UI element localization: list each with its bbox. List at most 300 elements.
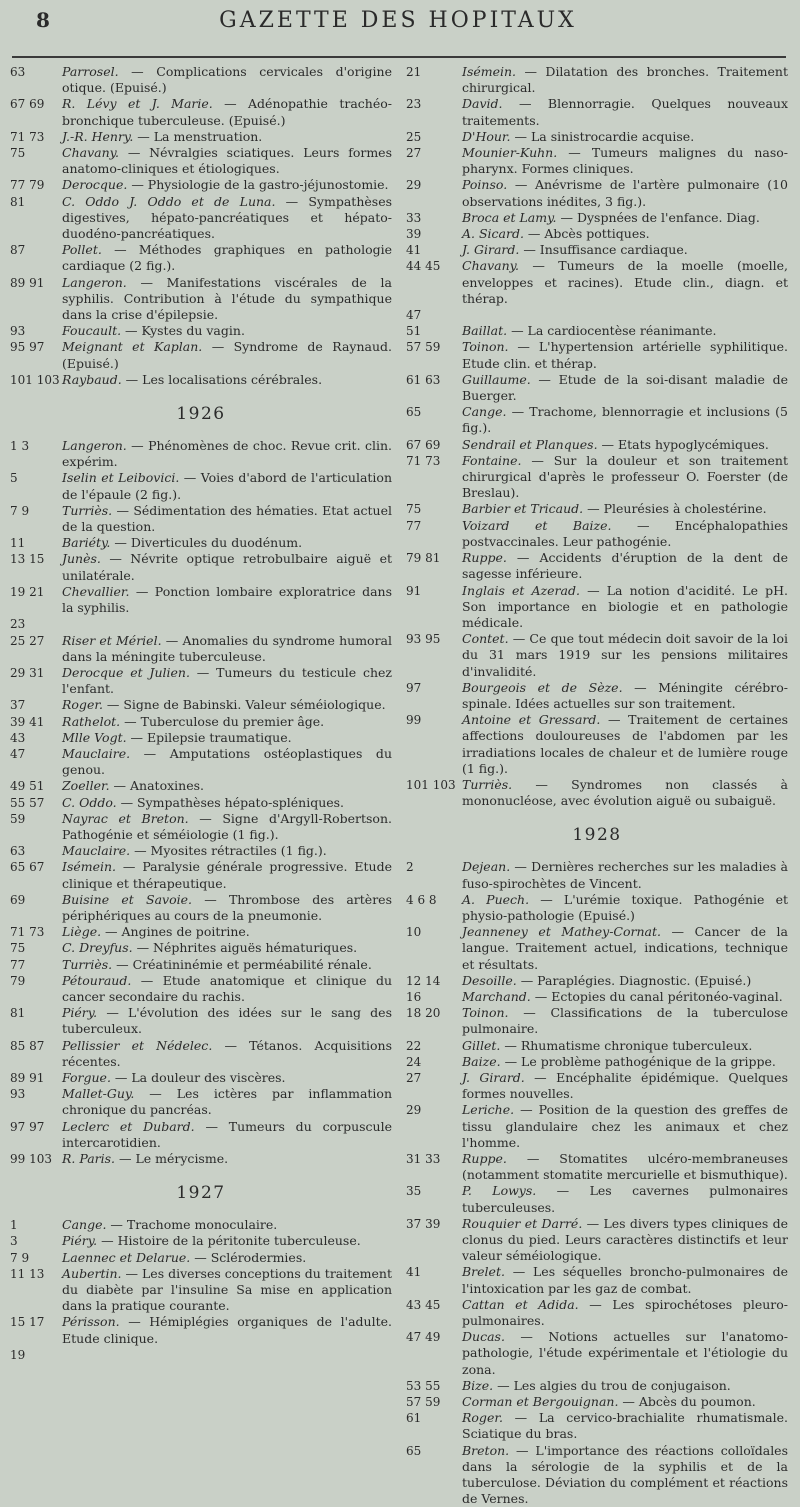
- author-name: Turriès.: [462, 776, 513, 792]
- page-ref: 99 103: [10, 1152, 52, 1166]
- page-ref: 93: [10, 324, 26, 339]
- list-item: [8, 973, 394, 1005]
- author-name: Cattan et Adida.: [462, 1296, 579, 1312]
- list-item: [404, 859, 790, 891]
- list-item: [8, 339, 394, 371]
- list-item: [8, 778, 394, 794]
- list-item: [8, 323, 394, 339]
- list-item: [404, 892, 790, 924]
- page-ref: 27: [406, 146, 422, 161]
- page-ref: 31 33: [406, 1152, 441, 1166]
- article-title: — Adénopathie trachéo-bronchique tuberculeuse. (Epuisé.): [62, 96, 392, 128]
- author-name: Pétouraud.: [62, 972, 132, 988]
- author-name: Langeron.: [62, 274, 127, 290]
- entry-text: [62, 1119, 394, 1151]
- entry-text: [62, 697, 394, 713]
- author-name: Leclerc et Dubard.: [62, 1118, 195, 1134]
- list-item: [8, 194, 394, 243]
- author-name: Guillaume.: [462, 371, 531, 387]
- article-title: — Sédimentation des hématies. Etat actuel de la question.: [62, 502, 392, 535]
- author-name: Pellissier et Nédelec.: [62, 1037, 213, 1053]
- author-name: Riser et Mériel.: [62, 632, 162, 648]
- list-item: [8, 697, 394, 713]
- page-ref: 63: [10, 65, 26, 79]
- author-name: Laennec et Delarue.: [62, 1249, 191, 1265]
- article-title: — La cardiocentèse réanimante.: [507, 323, 717, 339]
- page-ref: 59: [10, 811, 26, 826]
- author-name: Aubertin.: [62, 1265, 122, 1281]
- list-item: [8, 551, 394, 583]
- author-name: Zoeller.: [62, 778, 110, 794]
- list-item: [404, 1297, 790, 1329]
- author-name: Inglais et Azerad.: [462, 582, 580, 598]
- author-name: P. Lowys.: [462, 1183, 537, 1199]
- author-name: Liège.: [62, 924, 102, 940]
- entry-text: [462, 1038, 790, 1054]
- page-ref: 19 21: [10, 584, 45, 599]
- entry-text: [62, 957, 394, 973]
- article-title: — Les divers types cliniques de clonus du pied. Leurs caractères distinctifs et leur valeur séméiologique.: [462, 1215, 789, 1264]
- right-column: [404, 64, 790, 1507]
- author-name: Derocque.: [62, 177, 128, 193]
- entry-text: [462, 1443, 790, 1507]
- list-item: [404, 404, 790, 436]
- author-name: Buisine et Savoie.: [62, 891, 192, 907]
- page-ref: 57 59: [406, 340, 441, 355]
- author-name: Breton.: [462, 1442, 510, 1458]
- list-item: [404, 1038, 790, 1054]
- article-title: — Kystes du vagin.: [121, 323, 245, 339]
- entry-text: [62, 323, 394, 339]
- page-ref: 77: [406, 518, 422, 533]
- article-title: — Angines de poitrine.: [101, 924, 250, 940]
- entry-text: [462, 1216, 790, 1265]
- entry-text: [462, 226, 790, 242]
- page-ref: 101 103: [406, 777, 456, 792]
- list-item: [8, 177, 394, 193]
- page-ref: 63: [10, 844, 26, 859]
- entry-text: [462, 550, 790, 582]
- page-ref: 49 51: [10, 779, 45, 794]
- list-item: [404, 323, 790, 339]
- entry-text: [62, 1266, 394, 1315]
- entry-text: [462, 1410, 790, 1442]
- author-name: Périsson.: [62, 1314, 120, 1330]
- page-ref: 15 17: [10, 1315, 45, 1330]
- entry-text: [62, 177, 394, 193]
- article-title: — Tumeurs de la moelle (moelle, enveloppes et racines). Etude clin., diagn. et thérap.: [462, 258, 788, 306]
- page-ref: 10: [406, 925, 422, 940]
- article-title: — La sinistrocardie acquise.: [510, 128, 695, 144]
- article-title: — L'évolution des idées sur le sang des tuberculeux.: [62, 1005, 392, 1037]
- entry-text: [62, 1086, 394, 1118]
- entry-text: [462, 64, 790, 96]
- author-name: Roger.: [462, 1410, 503, 1426]
- list-item: [404, 437, 790, 453]
- list-item: [8, 746, 394, 778]
- article-title: — Néphrites aiguës hématuriques.: [132, 940, 358, 956]
- author-name: David.: [462, 96, 503, 112]
- page-ref: 99: [406, 713, 422, 728]
- article-title: — Epilepsie traumatique.: [126, 729, 292, 745]
- article-title: — Traitement de certaines affections douloureuses de l'abdomen par les irradiations locales de chaleur et de lumière rouge (1 fig.).: [462, 712, 789, 776]
- author-name: C. Oddo J. Oddo et de Luna.: [62, 193, 276, 209]
- list-item: [8, 1347, 394, 1363]
- entry-text: [62, 924, 394, 940]
- list-item: [404, 631, 790, 680]
- article-title: — Cancer de la langue. Traitement actuel, indications, technique et résultats.: [462, 924, 789, 972]
- page-ref: 24: [406, 1054, 422, 1069]
- page-header: [8, 8, 790, 56]
- author-name: Barbier et Tricaud.: [462, 501, 584, 517]
- article-title: — Les algies du trou de conjugaison.: [493, 1377, 731, 1393]
- article-title: — Tumeurs du corpuscule intercarotidien.: [62, 1118, 392, 1150]
- page-ref: 81: [10, 1006, 26, 1021]
- entry-text: [462, 712, 790, 777]
- page-ref: 7 9: [10, 1250, 30, 1265]
- article-title: — Insuffisance cardiaque.: [519, 242, 688, 258]
- left-column: [8, 64, 394, 1507]
- page-ref: 89 91: [10, 275, 45, 290]
- article-title: — Ce que tout médecin doit savoir de la loi du 31 mars 1919 sur les pensions militaires d'invalidité.: [462, 631, 788, 679]
- entry-text: [62, 1151, 394, 1167]
- entry-text: [62, 275, 394, 324]
- page-ref: 18 20: [406, 1006, 441, 1021]
- entry-text: [462, 145, 790, 177]
- entry-text: [62, 795, 394, 811]
- list-item: [8, 470, 394, 502]
- list-item: [8, 1266, 394, 1315]
- entry-text: [462, 518, 790, 550]
- author-name: Meignant et Kaplan.: [62, 339, 203, 355]
- page-ref: 65 67: [10, 860, 45, 875]
- author-name: Piéry.: [62, 1005, 98, 1021]
- author-name: Antoine et Gressard.: [462, 712, 601, 728]
- list-item: [8, 892, 394, 924]
- page-ref: 61 63: [406, 372, 441, 387]
- author-name: J.-R. Henry.: [62, 128, 134, 144]
- entry-text: [62, 129, 394, 145]
- page-ref: 67 69: [406, 437, 441, 452]
- author-name: Broca et Lamy.: [462, 209, 557, 225]
- page-ref: 22: [406, 1038, 422, 1053]
- entry-text: [462, 989, 790, 1005]
- page-ref: 27: [406, 1070, 422, 1085]
- entry-text: [62, 714, 394, 730]
- article-title: — Tuberculose du premier âge.: [120, 713, 325, 729]
- year-heading: 1928: [572, 825, 622, 846]
- entry-text: [462, 1378, 790, 1394]
- article-title: — Dilatation des bronches. Traitement chirurgical.: [462, 64, 788, 96]
- year-heading: 1927: [176, 1183, 226, 1204]
- author-name: Isémein.: [462, 64, 517, 79]
- author-name: Voizard et Baize.: [462, 517, 612, 533]
- article-title: — Trachome, blennorragie et inclusions (5 fig.).: [462, 404, 788, 436]
- author-name: Rouquier et Darré.: [462, 1215, 583, 1231]
- entry-text: [462, 1264, 790, 1296]
- entry-text: [462, 453, 790, 502]
- page-ref: 81: [10, 194, 26, 209]
- list-item: [8, 1250, 394, 1266]
- page-ref: 29: [406, 178, 422, 193]
- author-name: Mounier-Kuhn.: [462, 145, 558, 161]
- article-title: — Physiologie de la gastro-jéjunostomie.: [127, 177, 389, 193]
- author-name: Desoille.: [462, 972, 517, 988]
- article-title: — Phénomènes de choc. Revue crit. clin. expérim.: [62, 438, 392, 470]
- page-ref: 65: [406, 405, 422, 420]
- author-name: Toinon.: [462, 339, 509, 355]
- page-ref: 4 6 8: [406, 892, 437, 907]
- entry-text: [462, 404, 790, 436]
- author-name: J. Girard.: [462, 242, 520, 258]
- author-name: Bize.: [462, 1377, 494, 1393]
- list-item: [404, 1378, 790, 1394]
- page-ref: 71 73: [10, 129, 45, 144]
- page-ref: 23: [406, 97, 422, 112]
- article-title: — Dyspnées de l'enfance. Diag.: [556, 209, 760, 225]
- article-title: — Les ictères par inflammation chronique du pancréas.: [62, 1086, 392, 1118]
- list-item: [8, 633, 394, 665]
- author-name: Nayrac et Breton.: [62, 810, 189, 826]
- author-name: Fontaine.: [462, 452, 522, 468]
- author-name: Ducas.: [462, 1329, 505, 1345]
- entry-text: [62, 64, 394, 96]
- list-item: [8, 1217, 394, 1233]
- list-item: [8, 616, 394, 632]
- list-item: [8, 730, 394, 746]
- page-number: 8: [36, 8, 50, 32]
- page-ref: 37 39: [406, 1216, 441, 1231]
- article-title: — Complications cervicales d'origine otique. (Epuisé.): [62, 64, 392, 96]
- entry-text: [62, 811, 394, 843]
- page-ref: 57 59: [406, 1395, 441, 1410]
- author-name: Chavany.: [462, 258, 520, 274]
- page-ref: 13 15: [10, 552, 45, 567]
- author-name: Bourgeois et de Sèze.: [462, 679, 623, 695]
- entry-text: [462, 1394, 790, 1410]
- page-ref: 44 45: [406, 259, 441, 274]
- entry-text: [62, 96, 394, 128]
- author-name: Sendrail et Planques.: [462, 436, 598, 452]
- article-title: — Signe de Babinski. Valeur séméiologique.: [102, 697, 386, 713]
- entry-list: [8, 64, 394, 388]
- page-ref: 95 97: [10, 340, 45, 355]
- entry-text: [62, 551, 394, 583]
- page-ref: 41: [406, 243, 422, 258]
- author-name: J. Girard.: [462, 1069, 525, 1085]
- author-name: Jeanneney et Mathey-Cornat.: [462, 924, 661, 940]
- list-item: [8, 1151, 394, 1167]
- list-item: [404, 226, 790, 242]
- article-title: — Créatininémie et perméabilité rénale.: [112, 956, 372, 972]
- article-title: — Histoire de la péritonite tuberculeuse.: [97, 1233, 361, 1249]
- page-ref: 29 31: [10, 665, 45, 680]
- entry-text: [62, 730, 394, 746]
- page-ref: 41: [406, 1265, 422, 1280]
- entry-text: [62, 503, 394, 535]
- author-name: Cange.: [462, 404, 507, 420]
- author-name: Mauclaire.: [62, 843, 131, 859]
- author-name: Chevallier.: [62, 583, 130, 599]
- page-ref: 25 27: [10, 633, 45, 648]
- list-item: [404, 1070, 790, 1102]
- page-ref: 79 81: [406, 551, 441, 566]
- list-item: [404, 777, 790, 809]
- page-ref: 1 3: [10, 439, 30, 454]
- article-title: — Les diverses conceptions du traitement du diabète par l'insuline Sa mise en application dans la pratique courante.: [62, 1265, 392, 1314]
- article-title: — Position de la question des greffes de tissu glandulaire chez les animaux et chez l'homme.: [462, 1102, 788, 1150]
- entry-text: [62, 778, 394, 794]
- article-title: — Etude anatomique et clinique du cancer secondaire du rachis.: [62, 972, 392, 1004]
- article-title: — Sur la douleur et son traitement chirurgical d'après le professeur O. Foerster (de Breslau).: [462, 452, 788, 501]
- list-item: [404, 1005, 790, 1037]
- entry-text: [462, 501, 790, 517]
- list-item: [8, 584, 394, 616]
- entry-text: [462, 242, 790, 258]
- author-name: Piéry.: [62, 1233, 98, 1249]
- author-name: C. Oddo.: [62, 794, 117, 810]
- entry-text: [62, 892, 394, 924]
- page-ref: 93 95: [406, 632, 441, 647]
- author-name: Corman et Bergouignan.: [462, 1394, 619, 1410]
- list-item: [404, 145, 790, 177]
- entry-text: [462, 680, 790, 712]
- author-name: Brelet.: [462, 1264, 505, 1280]
- article-title: — Les spirochétoses pleuro-pulmonaires.: [462, 1296, 788, 1329]
- author-name: D'Hour.: [462, 128, 511, 144]
- list-item: [404, 339, 790, 371]
- page-ref: 39 41: [10, 714, 45, 729]
- list-item: [8, 145, 394, 177]
- list-item: [404, 177, 790, 209]
- list-item: [404, 210, 790, 226]
- author-name: Isémein.: [62, 859, 117, 875]
- article-title: — Syndromes non classés à mononucléose, avec évolution aiguë ou subaiguë.: [462, 776, 788, 809]
- entry-text: [462, 339, 790, 371]
- list-item: [8, 795, 394, 811]
- entry-text: [462, 1054, 790, 1070]
- list-item: [404, 973, 790, 989]
- article-title: — La menstruation.: [133, 128, 263, 144]
- entry-text: [62, 339, 394, 371]
- entry-text: [62, 1250, 394, 1266]
- page-ref: 79: [10, 973, 26, 988]
- list-item: [404, 1264, 790, 1296]
- entry-text: [62, 843, 394, 859]
- list-item: [404, 1443, 790, 1507]
- page-ref: 51: [406, 324, 422, 339]
- article-title: — Manifestations viscérales de la syphilis. Contribution à l'étude du sympathique dans la crise d'épilepsie.: [62, 274, 392, 323]
- entry-text: [462, 1297, 790, 1329]
- article-title: — Amputations ostéoplastiques du genou.: [62, 745, 392, 778]
- list-item: [8, 940, 394, 956]
- page-ref: 85 87: [10, 1038, 45, 1053]
- article-title: — Voies d'abord de l'articulation de l'épaule (2 fig.).: [62, 470, 393, 502]
- entry-text: [462, 1183, 790, 1215]
- article-title: — Abcès pottiques.: [523, 226, 650, 242]
- article-title: — Abcès du poumon.: [618, 1394, 756, 1410]
- author-name: Turriès.: [62, 502, 113, 518]
- page-ref: 11: [10, 536, 26, 551]
- page-ref: 35: [406, 1184, 422, 1199]
- entry-text: [462, 210, 790, 226]
- list-item: [404, 501, 790, 517]
- author-name: Cange.: [62, 1217, 107, 1233]
- list-item: [404, 550, 790, 582]
- page-ref: 43: [10, 730, 26, 745]
- entry-text: [462, 1329, 790, 1378]
- article-title: — Paraplégies. Diagnostic. (Epuisé.): [516, 972, 752, 988]
- entry-text: [462, 1070, 790, 1102]
- author-name: Langeron.: [62, 438, 127, 454]
- author-name: A. Sicard.: [462, 226, 524, 242]
- article-title: — Anomalies du syndrome humoral dans la méningite tuberculeuse.: [62, 632, 392, 664]
- entry-text: [62, 1005, 394, 1037]
- page-ref: 2: [406, 860, 414, 875]
- author-name: R. Lévy et J. Marie.: [62, 96, 213, 112]
- entry-text: [462, 777, 790, 809]
- author-name: Junès.: [62, 551, 101, 567]
- author-name: Baillat.: [462, 323, 508, 339]
- entry-text: [62, 145, 394, 177]
- article-title: — L'hypertension artérielle syphilitique. Etude clin. et thérap.: [462, 339, 788, 371]
- list-item: [404, 129, 790, 145]
- list-item: [8, 957, 394, 973]
- page-ref: 53 55: [406, 1378, 441, 1393]
- list-item: [404, 680, 790, 712]
- list-item: [8, 1038, 394, 1070]
- article-title: — Diverticules du duodénum.: [110, 535, 303, 551]
- page-ref: 75: [10, 146, 26, 161]
- page-ref: 21: [406, 65, 422, 79]
- article-title: — Méthodes graphiques en pathologie cardiaque (2 fig.).: [62, 242, 392, 274]
- author-name: Roger.: [62, 697, 103, 713]
- author-name: Mallet-Guy.: [62, 1086, 135, 1102]
- entry-text: [62, 1070, 394, 1086]
- article-title: — Tétanos. Acquisitions récentes.: [62, 1037, 392, 1069]
- page-ref: 75: [10, 941, 26, 956]
- entry-text: [462, 892, 790, 924]
- page-ref: 71 73: [406, 453, 441, 468]
- page-ref: 65: [406, 1443, 422, 1458]
- page-ref: 39: [406, 227, 422, 242]
- page-ref: 7 9: [10, 503, 30, 518]
- article-title: — Etats hypoglycémiques.: [597, 436, 769, 452]
- list-item: [404, 1410, 790, 1442]
- entry-text: [62, 1217, 394, 1233]
- article-title: — Les cavernes pulmonaires tuberculeuses.: [462, 1183, 788, 1215]
- entry-text: [462, 437, 790, 453]
- article-title: — Pleurésies à cholestérine.: [583, 501, 767, 517]
- author-name: Mlle Vogt.: [62, 729, 127, 745]
- entry-text: [462, 924, 790, 973]
- article-title: — Tumeurs malignes du naso-pharynx. Formes cliniques.: [462, 145, 788, 177]
- entry-text: [462, 631, 790, 680]
- list-item: [404, 1394, 790, 1410]
- author-name: A. Puech.: [462, 891, 530, 907]
- list-item: [404, 924, 790, 973]
- entry-text: [62, 438, 394, 470]
- article-title: — L'urémie toxique. Pathogénie et physio-pathologie (Epuisé.): [462, 891, 789, 923]
- page-ref: 29: [406, 1103, 422, 1118]
- entry-text: [62, 1038, 394, 1070]
- author-name: C. Dreyfus.: [62, 940, 133, 956]
- author-name: Derocque et Julien.: [62, 664, 190, 680]
- list-item: [404, 242, 790, 258]
- list-item: [404, 1216, 790, 1265]
- page-ref: 89 91: [10, 1070, 45, 1085]
- page-ref: 33: [406, 210, 422, 225]
